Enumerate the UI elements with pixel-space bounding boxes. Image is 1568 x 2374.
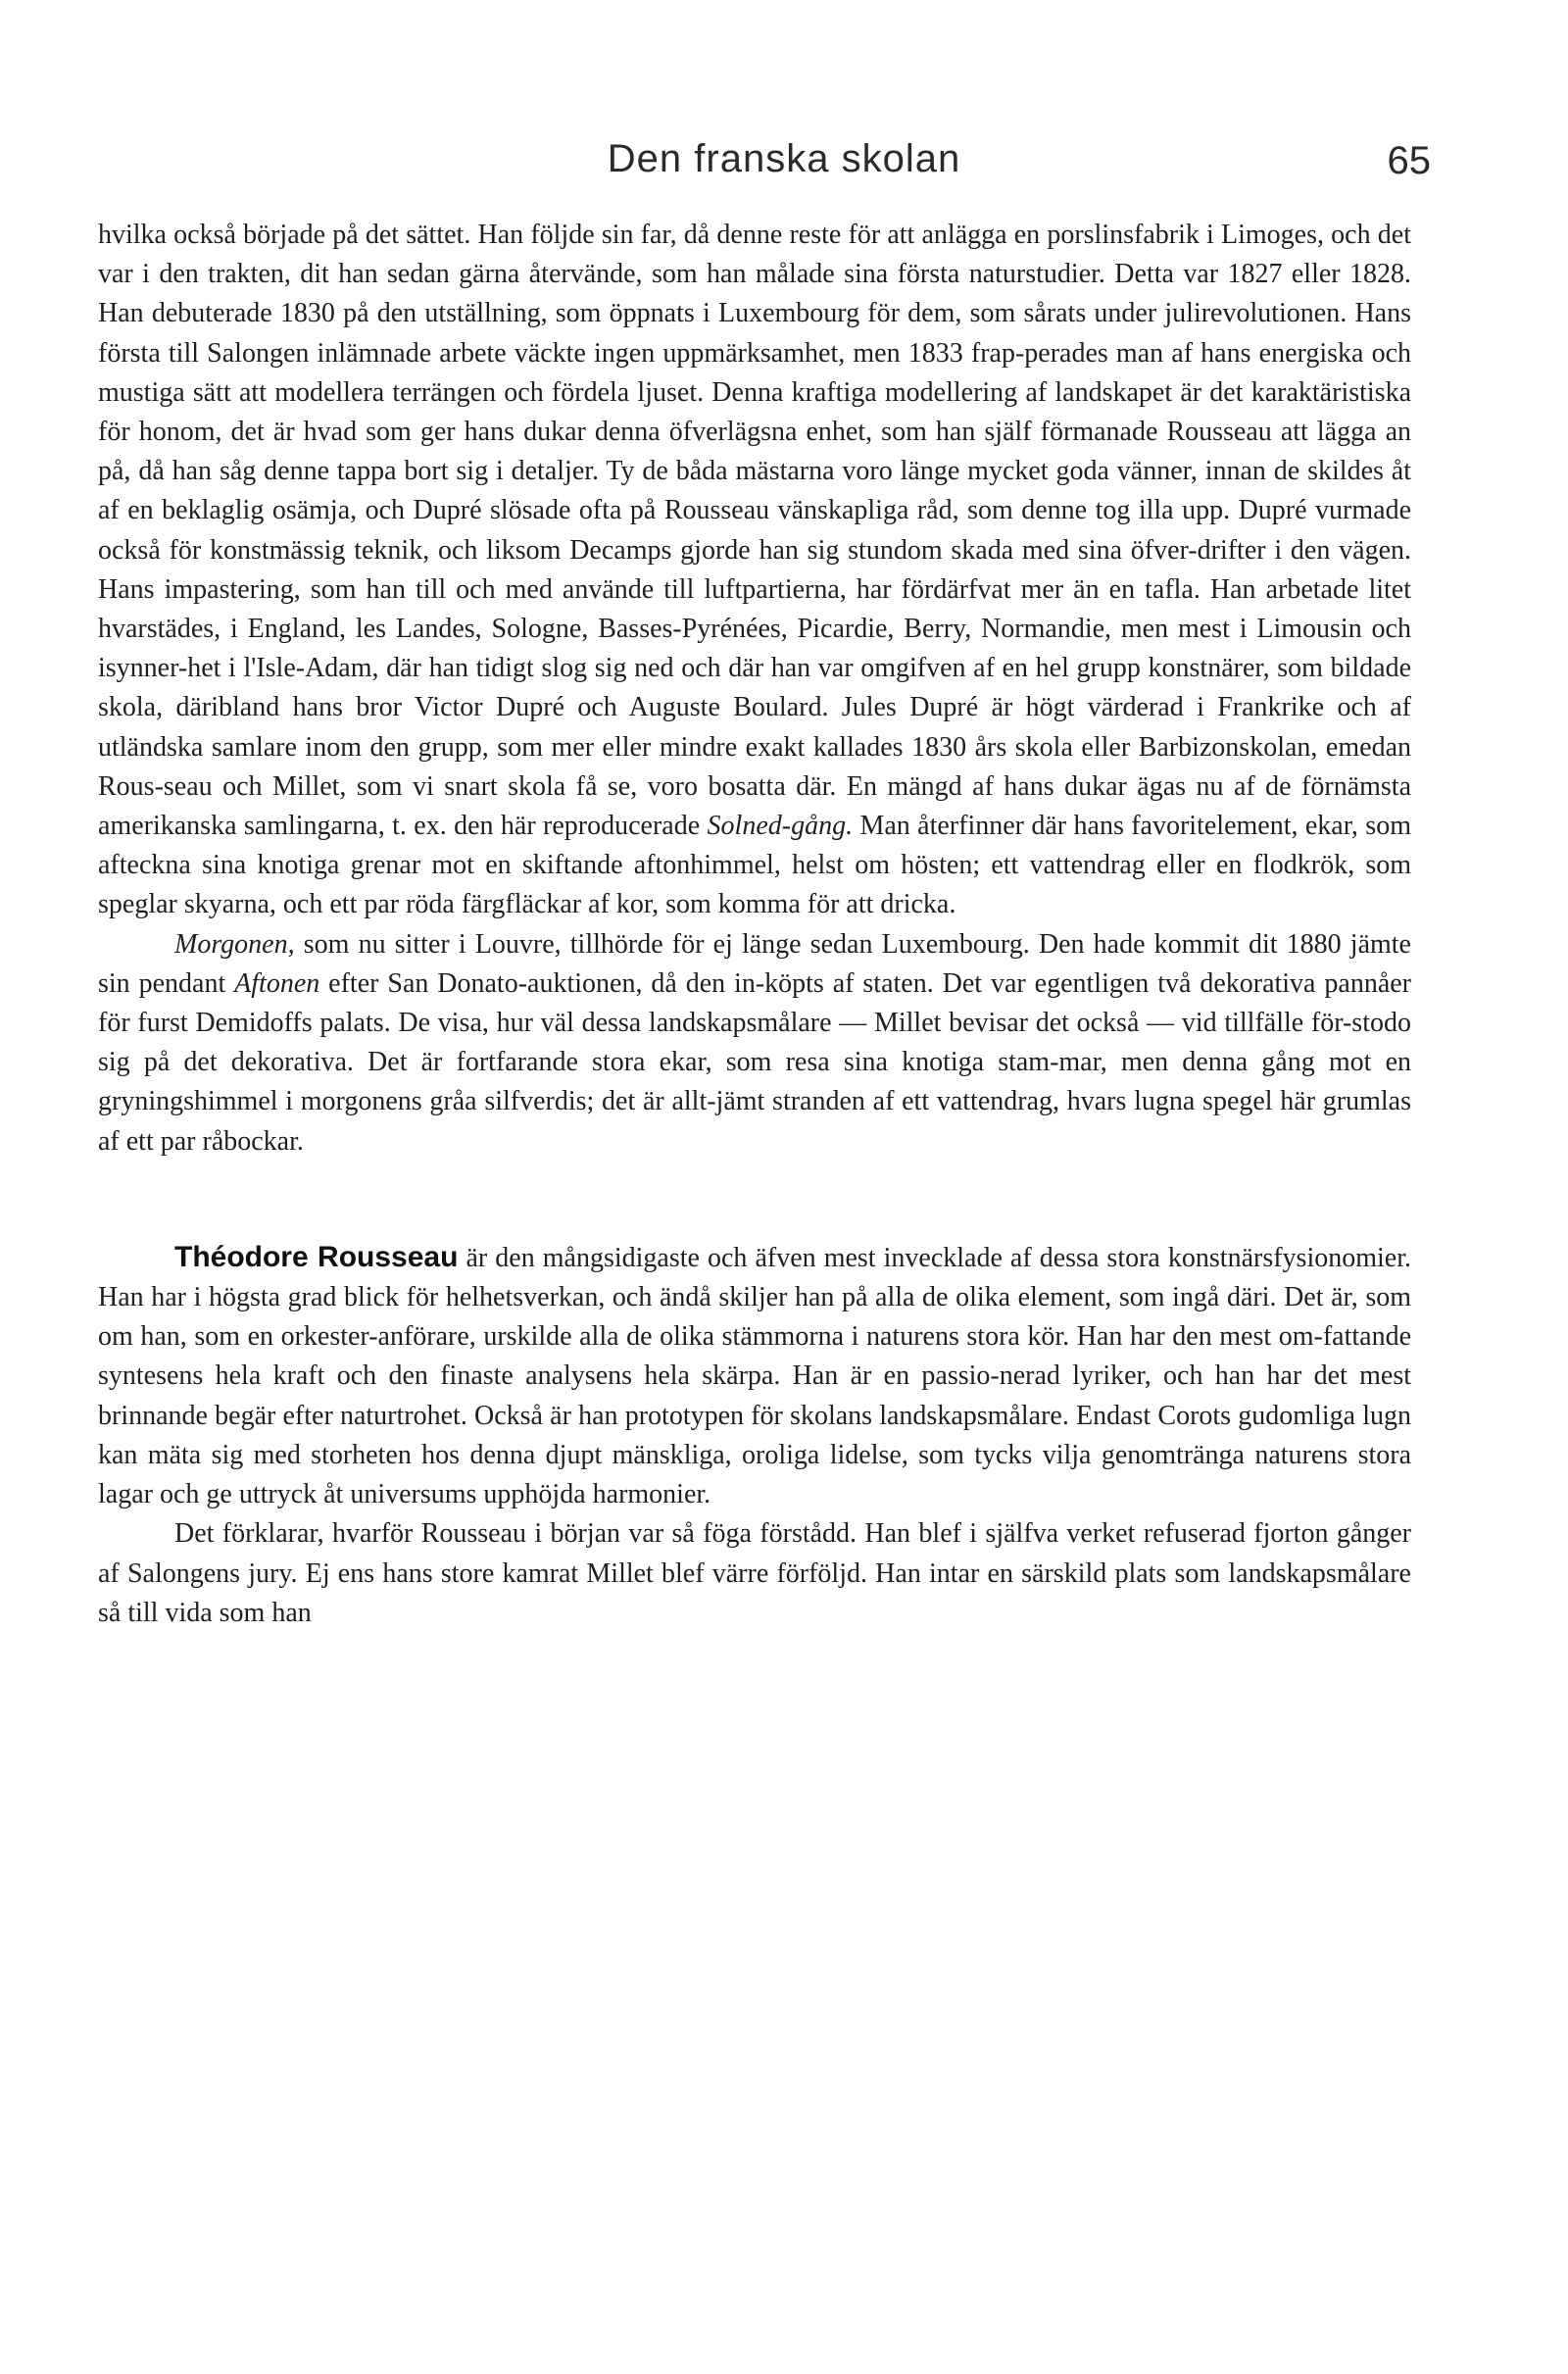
paragraph-rousseau-intro <box>98 1238 1411 1514</box>
paragraph-text: hvilka också började på det sättet. Han följde sin far, då denne reste för att anlägga en porslinsfabrik i Limoges, och det var i den trakten, dit han sedan gärna återvände, som han målade sina första naturstudier. Detta var 1827 eller 1828. Han debuterade 1830 på den utställning, som öppnats i Luxembourg för dem, som sårats under julirevolutionen. Hans första till Salongen inlämnade arbete väckte ingen uppmärksamhet, men 1833 frap-perades man af hans energiska och mustiga sätt att modellera terrängen och fördela ljuset. Denna kraftiga modellering af landskapet är det karaktäristiska för honom, det är hvad som ger hans dukar denna öfverlägsna enhet, som han själf förmanade Rousseau att lägga an på, då han såg denne tappa bort sig i detaljer. Ty de båda mästarna voro länge mycket goda vänner, innan de skildes åt af en beklaglig osämja, och Dupré slösade ofta på Rousseau vänskapliga råd, som denne tog illa upp. Dupré vurmade också för konstmässig teknik, och liksom Decamps gjorde han sig stundom skada med sina öfver-drifter i den vägen. Hans impastering, som han till och med använde till luftpartierna, har fördärfvat mer än en tafla. Han arbetade litet hvarstädes, i England, les Landes, Sologne, Basses-Pyrénées, Picardie, Berry, Normandie, men mest i Limousin och isynner-het i l'Isle-Adam, där han tidigt slog sig ned och där han var omgifven af en hel grupp konstnärer, som bildade skola, däribland hans bror Victor Dupré och Auguste Boulard. Jules Dupré är högt värderad i Frankrike och af utländska samlare inom den grupp, som mer eller mindre exakt kallades 1830 års skola eller Barbizonskolan, emedan Rous-seau och Millet, som vi snart skola få se, voro bosatta där. En mängd af hans dukar ägas nu af de förnämsta amerikanska samlingarna, t. ex. den här reproducerade <box>98 220 1411 842</box>
text-body <box>98 216 1411 1633</box>
paragraph-text: Det förklarar, hvarför Rousseau i början var så föga förstådd. Han blef i själfva verket refuserad fjorton gånger af Salongens jury. Ej ens hans store kamrat Millet blef värre förföljd. Han intar en särskild plats som landskapsmålare så till vida som han <box>98 1518 1411 1628</box>
artwork-title: Solned-gång. <box>707 811 854 842</box>
paragraph-text: är den mångsidigaste och äfven mest invecklade af dessa stora konstnärsfysionomier. Han har i högsta grad blick för helhetsverkan, och ändå skiljer han på alla de olika element, som ingå däri. Det är, som om han, som en orkester-anförare, urskilde alla de olika stämmorna i naturens stora kör. Han har den mest om-fattande syntesens hela kraft och den finaste analysens hela skärpa. Han är en passio-nerad lyriker, och han har det mest brinnande begär efter naturtrohet. Också är han prototypen för skolans landskapsmålare. Endast Corots gudomliga lugn kan mäta sig med storheten hos denna djupt mänskliga, oroliga lidelse, som tycks vilja genomtränga naturens stora lagar och ge uttryck åt universums upphöjda harmonier. <box>98 1242 1411 1510</box>
page-number: 65 <box>1387 139 1431 182</box>
page-header <box>0 137 1568 196</box>
paragraph-text: Man återfinner där hans favoritelement, ekar, som afteckna sina knotiga grenar mot en skiftande aftonhimmel, helst om hösten; ett vattendrag eller en flodkrök, som speglar skyarna, och ett par röda färgfläckar af kor, som komma för att dricka. <box>98 811 1411 920</box>
paragraph-text: som nu sitter i Louvre, tillhörde för ej länge sedan Luxembourg. Den hade kommit dit 1880 jämte sin pendant <box>98 928 1411 999</box>
paragraph-rousseau-career <box>98 1514 1411 1633</box>
paragraph-morgonen <box>98 925 1411 1162</box>
artwork-title: Aftonen <box>234 967 320 999</box>
artwork-title: Morgonen, <box>174 928 295 960</box>
paragraph-text: efter San Donato-auktionen, då den in-köpts af staten. Det var egentligen två dekorativa pannåer för furst Demidoffs palats. De visa, hur väl dessa landskapsmålare — Millet bevisar det också — vid tillfälle för-stodo sig på det dekorativa. Det är fortfarande stora ekar, som resa sina knotiga stam-mar, men denna gång mot en gryningshimmel i morgonens gråa silfverdis; det är allt-jämt stranden af ett vattendrag, hvars lugna spegel här grumlas af ett par råbockar. <box>98 967 1412 1157</box>
artist-name-heading: Théodore Rousseau <box>174 1240 459 1273</box>
paragraph-dupre-biography <box>98 216 1411 925</box>
running-title: Den franska skolan <box>607 137 961 180</box>
